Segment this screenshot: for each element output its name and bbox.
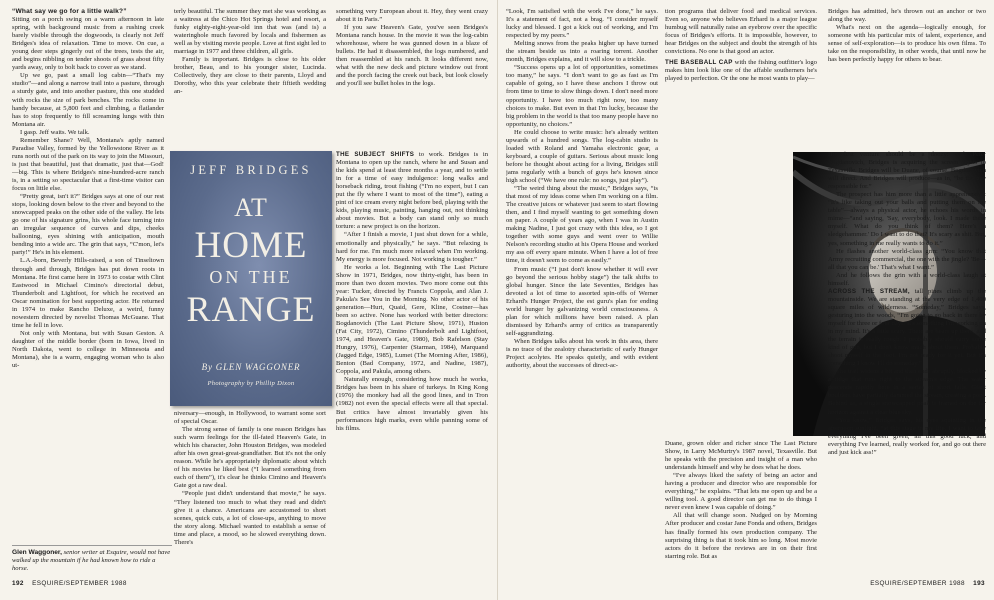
section-run-in: THE BASEBALL CAP [665, 59, 733, 67]
paragraph: something very European about it. Hey, they went crazy about it in Paris.” [336, 8, 488, 24]
book-title-line-3: ON THE [209, 267, 293, 287]
paragraph: niversary—enough, in Hollywood, to warrant some sort of special Oscar. [174, 410, 326, 426]
bio-text: senior writer at Esquire, would not have walked up the mountain if he had known how to ride a horse. [12, 549, 171, 573]
paragraph: His first venture should be a doozy: with Peter Bogdanovich, Bridges is acquiring the screen rights to Texasville. Bridges will be Duane, of course. Bogdanovich will direct. And Bridges will produce—as in, “be the guy responsible for.” [828, 151, 986, 191]
paragraph: “I've always liked the safety of being an actor and having a producer and director who are responsible for everything,” he explains. “That lets me open up and be a willing tool. A good director can get me to do things I never even knew I was capable of doing.” [665, 472, 817, 512]
book-title-line-4: RANGE [186, 289, 316, 329]
page-number-left: 192 [12, 580, 24, 587]
paragraph: If you saw Heaven's Gate, you've seen Bridges's Montana ranch house. In the movie it was the log-cabin whorehouse, where he was gunned down in a blaze of bullets. He had it disassembled, the logs numbered, and then reassembled at his ranch. It looks different now, what with the new deck and picture window out front and the porch facing the creek out back, but look closely and you'll see bullet holes in the logs. [336, 24, 488, 88]
column-6-top [828, 8, 986, 148]
column-2-bottom [174, 410, 326, 578]
paragraph: Not only with Montana, but with Susan Geston. A daughter of the middle border (born in Iowa, lived in North Dakota, went to college in Minnesota and Montana), she is a warm, engaging woman who is also ut- [12, 329, 164, 370]
paragraph: “You know,” Bridges says, his eyes squinting in the afternoon sunlight, “at this stage in my life, I want to take everything I've been given, all this good luck, and everything I've learned, really worked for, and go out there and just kick ass!” [828, 416, 986, 456]
paragraph: “Success opens up a lot of opportunities, sometimes too many,” he says. “I don't want to go as fast as I'm capable of going, so I have these anchors I throw out from time to time to slow things down. I don't need more opportunity. I have too much right now, too many choices to make. But even in that I'm lucky, because the big problem in the world is that too many people have no opportunity, no choices.” [506, 64, 658, 128]
bio-name: Glen Waggoner, [12, 549, 62, 556]
paragraph: He flashes another world-class grin: “You know that Army recruiting commercial, the one with the jingle? 'Be—all that you can be.' That's what I want.” [828, 247, 986, 271]
column-4 [506, 8, 658, 578]
issue-label-right: ESQUIRE/SEPTEMBER 1988 [870, 580, 965, 587]
section-paragraph [665, 59, 817, 83]
section-paragraph [336, 151, 488, 231]
paragraph: Remember Shane? Well, Montana's aptly named Paradise Valley, formed by the Yellowstone River as it runs north out of the park on its way to join the Missouri, is just that beautiful, just that dramatic, just that—God!—big. This is where Bridges's nine-hundred-acre ranch is, in a setting so spectacular that a first-time visitor can focus on little else. [12, 136, 164, 193]
paragraph: terly beautiful. The summer they met she was working as a waitress at the Chico Hot Springs hotel and resort, a funky eighty-eight-year-old inn that was (and is) a wateringhole much favored by locals and fishermen as well as by visiting movie people. Love at first sight led to marriage in 1977 and three children, all girls. [174, 8, 326, 56]
column-2-top [174, 8, 326, 148]
paragraph: “After I finish a movie, I just shut down for a while, emotionally and physically,” he says. “But relaxing is hard for me. I'm much more relaxed when I'm working. My energy is more focused. Not working is tougher.” [336, 231, 488, 263]
book-byline: By GLEN WAGGONER [201, 362, 301, 372]
opening-line: “What say we go for a little walk?” [12, 8, 127, 15]
page-number-right: 193 [973, 580, 985, 587]
section-run-in: ACROSS THE STREAM, [828, 287, 910, 295]
paragraph: The trail widens a bit and then ends abruptly, blocked by a ridge that runs right to the stream's edge. The water descends rapidly here in a series of short falls. Giant boulders have partially dammed the stream, creating a pool. Behind us, a single snowcapped peak is framed on the far horizon against a clear blue sky. [828, 368, 986, 416]
book-title-line-2: HOME [194, 225, 308, 266]
paragraph: He works a lot. Beginning with The Last Picture Show in 1971, Bridges, now thirty-eight, has been in more than two dozen movies. Two more come out this year: Tucker, directed by Francis Coppola, and Alan J. Pakula's See You in the Morning. No other actor of his generation—Hurt, Quaid, Gere, Kline, Costner—has been so active. None has worked with better directors: Bogdanovich (The Last Picture Show, 1971), Huston (Fat City, 1972), Cimino (Thunderbolt and Lightfoot, 1974, and Heaven's Gate, 1980), Bob Rafelson (Stay Hungry, 1976), Carpenter (Starman, 1984), Marquand (Jagged Edge, 1985), Lumet (The Morning After, 1986), Benton (Bad Company, 1972, and Nadine, 1987), Coppola, and Pakula, among others. [336, 263, 488, 376]
column-3-bottom [336, 151, 488, 578]
paragraph: The strong sense of family is one reason Bridges has such warm feelings for the ill-fated Heaven's Gate, in which his character, John Houston Bridges, was modeled after his own great-great-grandfather. But it's not the only reason. While he's appropriately diplomatic about which of his movies he liked best (“I learned something from each of them”), it's clear he thinks Cimino and Heaven's Gate got a raw deal. [174, 426, 326, 490]
right-page [497, 0, 994, 600]
right-footer [870, 580, 985, 587]
column-5-top [665, 8, 817, 148]
paragraph: Melting snows from the peaks higher up have turned the stream beside us into a roaring torrent. Another month, Bridges explains, and it will slow to a trickle. [506, 40, 658, 64]
paragraph: Naturally enough, considering how much he works, Bridges has been in his share of turkeys. In King Kong (1976) the monkey had all the good lines, and in Tron (1982) not even the special effects were all that special. But critics have almost invariably given his performances high marks, even while panning some of his films. [336, 376, 488, 432]
paragraph: Sitting on a porch swing on a warm afternoon in late spring, with background music from a rushing creek barely visible through the dogwoods, is clearly not Jeff Bridges's idea of relaxation. Time to move. On cue, a young deer steps gingerly out of the trees, tests the air, and begins nibbling on tender shoots of grass about fifty yards away, only to bolt back to cover as we stand. [12, 16, 164, 72]
paragraph: What's next on the agenda—logically enough, for someone with his particular mix of talent, experience, and sense of self-exploration—is to produce his own films. To take on the responsibility, in other words, that until now he has been perfectly happy for others to bear. [828, 24, 986, 64]
book-photo-credit: Photography by Phillip Dixon [207, 380, 295, 387]
paragraph: Bridges has admitted, he's thrown out an anchor or two along the way. [828, 8, 986, 24]
book-cover [170, 151, 332, 406]
paragraph: tion programs that deliver food and medical services. Even so, anyone who believes Erhard is a major league humbug will naturally raise an eyebrow over the specific focus of Bridges's efforts. It is impossible, however, to hear Bridges on the subject and doubt the strength of his convictions. No one is that good an actor. [665, 8, 817, 56]
paragraph: Up we go, past a small log cabin—“That's my studio”—and along a narrow trail into a pasture, through a sturdy gate, and into another pasture, this one studded with rocks the size of park benches. The rocks come in handy because, at 5,800 feet and climbing, a flatlander has to stop frequently to fill screaming lungs with thin Montana air. [12, 72, 164, 128]
paragraph: From music (“I just don't know whether it will ever go beyond the serious hobby stage”) the talk shifts to global hunger. Since the late Seventies, Bridges has devoted a lot of time to assorted spin-offs of Werner Erhard's Hunger Project, the est guru's plan for ending world hunger by galvanizing world consciousness. A plan for which millions have been raised. A plan dismissed by Erhard's army of critics as transparently self-aggrandizing. [506, 265, 658, 337]
column-3-top [336, 8, 488, 148]
section-text: tall pines climb up the mountainside. We are standing at the very edge of 1,400 square miles of wilderness. “Someday,” Bridges says, gesturing into the woods, “I'm going to go back in there by myself for three or four days. It's something I'm working on in my mind. It's a little scary. There are bears up there, and the terrain is really rough. I probably should carry some kind of gun, but I don't know much about them. Probably shoot myself in the foot. I'm not ready for it yet. But it's something I know I'll do someday.” [828, 287, 986, 368]
section-paragraph [828, 288, 986, 368]
paragraph: Duane, grown older and richer since The Last Picture Show, in Larry McMurtry's 1987 novel, Texasville. But he speaks with the precision and insight of a man who understands himself and why he does what he does. [665, 440, 817, 472]
author-bio [12, 545, 172, 573]
section-text: with the fishing outfitter's logo makes him look like one of the affable southerners he's played to perfection. Or the one he most wants to play— [665, 59, 817, 83]
section-run-in: THE SUBJECT SHIFTS [336, 151, 415, 158]
column-1-lead-paragraph [12, 8, 164, 16]
section-text: to work. Bridges is in Montana to open up the ranch, where he and Susan and the kids spend at least three months a year, and to settle in for a time of easy indulgence: long walks and horseback riding, trout fishing (“I'm no expert, but I can put the fly where I want to most of the time”), eating a pint of ice cream every night before bed, playing with the kids, playing music, painting, hanging out, not thinking about movies. But a body can stand only so much torture: a new project is on the horizon. [336, 151, 488, 231]
paragraph: Family is important. Bridges is close to his older brother, Beau, and to his younger sister, Lucinda. Collectively, they are close to their parents, Lloyd and Dorothy, who this year celebrate their fiftieth wedding an- [174, 56, 326, 96]
paragraph: “People just didn't understand that movie,” he says. “They listened too much to what they read and didn't give it a chance. Americans are accustomed to short scenes, quick cuts, a lot of close-ups, anything to move the story along. Michael wanted to establish a sense of time and place, a mood, so he slowed everything down. There's [174, 490, 326, 546]
paragraph: “Look, I'm satisfied with the work I've done,” he says. It's a statement of fact, not a brag. “I consider myself lucky and blessed. I got a kick out of working, and I'm respected by my peers.” [506, 8, 658, 40]
book-author: JEFF BRIDGES [190, 163, 312, 177]
issue-label-left: ESQUIRE/SEPTEMBER 1988 [32, 580, 127, 587]
paragraph: All that will change soon. Nudged on by Morning After producer and costar Jane Fonda and others, Bridges has finally formed his own production company. The surprising thing is that it took him so long. Most movie actors do it before the reviews are in on their first starring role. But as [665, 512, 817, 560]
paragraph: When Bridges talks about his work in this area, there is no trace of the zealotry characteristic of early Hunger Project acolytes. He speaks quietly, and with evident authority, about the successes of direct-ac- [506, 337, 658, 370]
paragraph: He could choose to write music: he's already written upwards of a hundred songs. The log-cabin studio is loaded with Roland and Yamaha electronic gear, a keyboard, a couple of guitars. Serious about music long before he thought about acting for a living, Bridges still jams regularly with a bunch of guys he's known since high school (“We have one rule: no songs, just play”). [506, 128, 658, 184]
book-title-line-1: AT [234, 193, 268, 222]
column-6-bottom [828, 151, 986, 578]
paragraph: The prospect has him more than a little apprehensive: “It's like taking out your balls and putting them on the table”—always a physical actor, he echoes his words in mime—“and saying, 'Say, everybody, look. I made these myself. What do you think of them? Here's a sledgehammer.' Do I want to do that? It's scary as shit. But, yes, something in me really wants to do it.” [828, 191, 986, 247]
column-1 [12, 8, 164, 540]
column-5-bottom [665, 440, 817, 578]
paragraph: “Pretty great, isn't it?” Bridges says at one of our rest stops, looking down below to the river and beyond to the snowcapped peaks on the other side of the valley. He lets go one of his signature grins, his whole face turning into an irregular sequence of curves and dips, cheeks ballooning, eyes shining with anticipation, mouth bending into a wide arc. The grin that says, “C'mon, let's party!” He's in his element. [12, 193, 164, 257]
left-footer [12, 580, 127, 587]
paragraph: And he follows the grin with a world-class laugh at himself. [828, 271, 986, 287]
paragraph: “The weird thing about the music,” Bridges says, “is that most of my ideas come when I'm working on a film. The creative juices or whatever just seem to start flowing then, and I find myself wanting to get something down on paper. A couple of years ago, when I was in Austin making Nadine, I just got crazy with this idea, so I got together with some guys and went over to Willie Nelson's recording studio at his Opera House and worked my ass off every spare minute. When I have a lot of free time, it doesn't seem to come as easily.” [506, 185, 658, 265]
paragraph: I gasp. Jeff waits. We talk. [20, 128, 90, 136]
paragraph: L.A.-born, Beverly Hills-raised, a son of Tinseltown through and through, Bridges has put down roots in Montana. He first came here in 1973 to costar with Clint Eastwood in Michael Cimino's directorial debut, Thunderbolt and Lightfoot, for which he received an Oscar nomination for best supporting actor. He returned in 1974 to make Rancho Deluxe, a weird, funny nowestern directed by novelist Thomas McGuane. That time he fell in love. [12, 257, 164, 329]
